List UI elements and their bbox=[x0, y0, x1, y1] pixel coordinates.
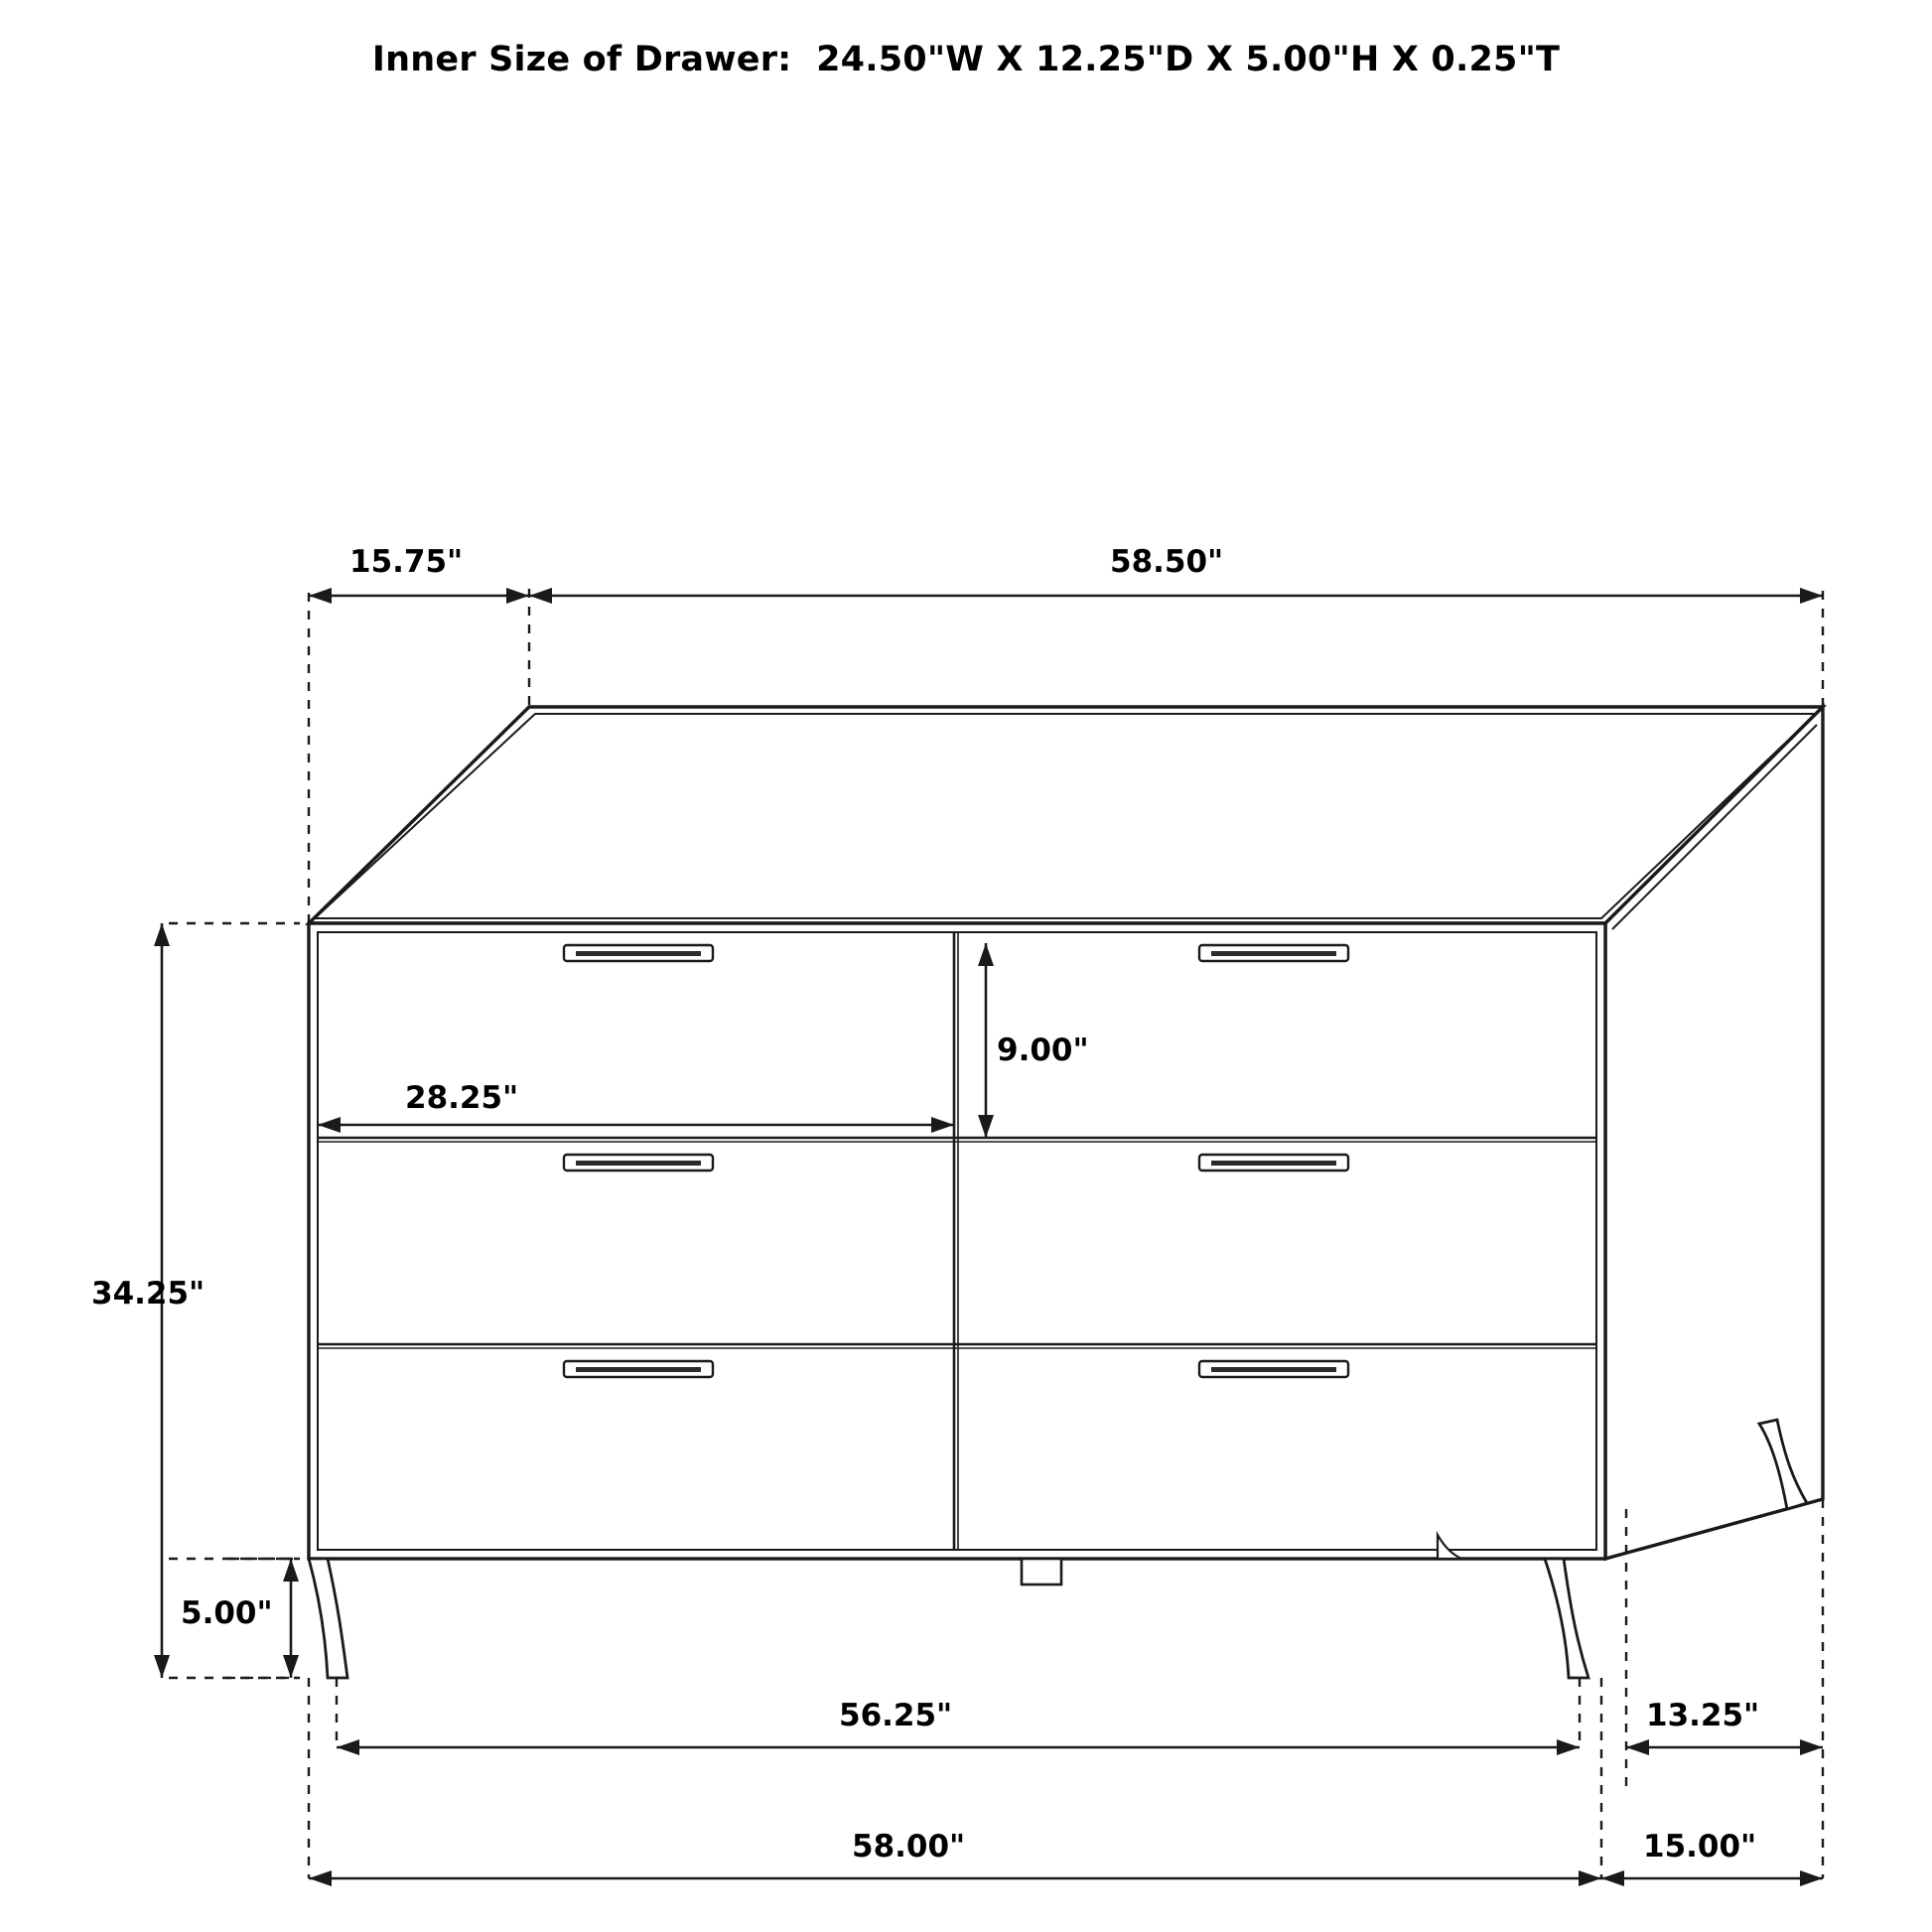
label-drawer-height: 9.00" bbox=[997, 1033, 1089, 1068]
dim-line-side-depth-outer bbox=[1601, 1870, 1823, 1886]
cabinet-front-face bbox=[309, 923, 1605, 1559]
dim-line-front-width-outer bbox=[309, 1870, 1601, 1886]
label-side-depth-inner: 13.25" bbox=[1646, 1698, 1760, 1733]
page-title: Inner Size of Drawer: 24.50"W X 12.25"D X 5.00"H X 0.25"T bbox=[371, 40, 1561, 79]
label-width-top: 58.50" bbox=[1110, 544, 1224, 580]
label-front-width-inner: 56.25" bbox=[839, 1698, 953, 1733]
dim-line-width-top bbox=[529, 588, 1823, 604]
center-support-bracket bbox=[1022, 1559, 1061, 1585]
cabinet-top-surface bbox=[309, 707, 1823, 923]
label-leg-height: 5.00" bbox=[181, 1595, 273, 1631]
label-depth-top: 15.75" bbox=[349, 544, 464, 580]
dim-line-front-width-inner bbox=[337, 1739, 1580, 1755]
label-side-depth-outer: 15.00" bbox=[1643, 1829, 1757, 1864]
label-drawer-width: 28.25" bbox=[405, 1080, 519, 1116]
label-cabinet-height: 34.25" bbox=[91, 1276, 206, 1311]
dim-line-side-depth-inner bbox=[1626, 1739, 1823, 1755]
label-front-width-outer: 58.00" bbox=[852, 1829, 966, 1864]
dim-line-depth-top bbox=[309, 588, 529, 604]
